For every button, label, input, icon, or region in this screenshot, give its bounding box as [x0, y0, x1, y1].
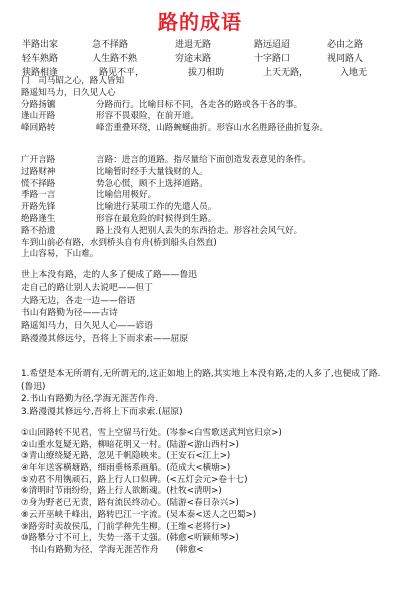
idiom-cell: 路见不平，: [99, 68, 145, 78]
idiom-term: 路遥知马力，日久见人心: [21, 87, 116, 98]
definition-line: [21, 214, 386, 226]
quote-line: 走自己的路让别人去说吧——但丁: [21, 282, 153, 293]
idiom-cell: 入地无: [340, 68, 368, 78]
idiom-cell: 狭路相逢: [22, 68, 59, 78]
quote-line: 路遥知马力，日久见人心——谚语: [21, 321, 153, 332]
idiom-definition: 分路而行。比喻目标不同，各走各的路或各干各的事。: [96, 99, 303, 110]
quotes-list: [21, 269, 386, 346]
idiom-definition: 比喻进行某项工作的先遣人员。: [96, 202, 217, 213]
idiom-cell: 半路出家: [22, 40, 59, 50]
note-item: 3.路漫漫其修远兮,吾将上下而求索.(屈原): [21, 406, 183, 417]
definition-line: [21, 167, 386, 179]
idiom-grid-row: [22, 52, 382, 66]
definition-line: [21, 123, 386, 135]
idiom-term: 上山容易，下山难。: [21, 249, 99, 260]
poem-line: ①山回路转不见君，雪上空留马行处。(岑参<白雪歌送武判官归京>): [21, 428, 282, 438]
definition-line: [21, 202, 386, 214]
idiom-cell: 穷途末路: [175, 54, 212, 64]
note-item: 2.书山有路勤为径,学海无涯苦作舟.: [21, 394, 159, 405]
idiom-term: 季路一言: [21, 190, 56, 201]
idiom-definition: 势急心慌，顾不上选择道路。: [96, 178, 208, 189]
idiom-term: 开路先锋: [21, 202, 56, 213]
idiom-grid: [22, 38, 382, 80]
idiom-term: 路不拾遗: [21, 225, 56, 236]
idiom-term: 分路扬镳: [21, 99, 56, 110]
poem-lines-list: [21, 428, 391, 557]
idiom-term: 慌不择路: [21, 178, 56, 189]
idiom-definition: 路上没有人把别人丢失的东西拾走。形容社会风气好。: [96, 225, 303, 236]
idiom-cell: 必由之路: [327, 40, 364, 50]
poem-line: ⑤劝君不用镌顽石，路上行人口似碑。(<五灯会元>卷十七): [21, 474, 248, 485]
definition-line: [21, 155, 386, 167]
idiom-cell: 上天无路，: [263, 68, 309, 78]
definition-line: [21, 249, 386, 261]
poem-line: ③青山缭绕疑无路，忽见千帆隐映来。(王安石<江上>): [21, 451, 231, 462]
idiom-term: 过路财神: [21, 166, 56, 177]
definition-line: [21, 111, 386, 123]
idiom-term: 车到山前必有路，水到桥头自有舟(桥到船头自然直): [21, 237, 217, 248]
definition-line: [21, 226, 386, 238]
idiom-term: 峰回路转: [21, 123, 56, 134]
idiom-definitions-1: [21, 76, 386, 135]
idiom-definition: 形容不畏艰险，在前开道。: [96, 111, 200, 122]
poem-line: ⑩路攀分寸不可上，失势一落千丈强。(韩愈<听颖师琴>): [21, 533, 239, 544]
idiom-term: 绝路逢生: [21, 213, 56, 224]
idiom-cell: 拔刀相助: [188, 68, 225, 78]
definition-line: [21, 190, 386, 202]
numbered-notes: [21, 368, 386, 418]
poem-line: ⑥清明时节雨纷纷，路上行人欲断魂。(杜牧<清明>): [21, 486, 222, 497]
idiom-definition: 形容在最危险的时候得到生路。: [96, 213, 217, 224]
definition-line: [21, 179, 386, 191]
idiom-definitions-2: [21, 155, 386, 261]
idiom-definition: 比喻暂时经手大量钱财的人。: [96, 166, 208, 177]
idiom-cell: 进退无路: [175, 40, 212, 50]
definition-line: [21, 238, 386, 250]
idiom-cell: 视同路人: [327, 54, 364, 64]
poem-line: 书山有路勤为径，学海无涯苦作舟 (韩愈<: [21, 544, 204, 555]
idiom-term: 逢山开路: [21, 111, 56, 122]
definition-line: [21, 88, 386, 100]
idiom-definition: 峰峦重叠环绕，山路蜿蜒曲折。形容山水名胜路径曲折复杂。: [96, 123, 329, 134]
definition-line: [21, 100, 386, 112]
idiom-cell: 十字路口: [254, 54, 291, 64]
quote-line: 世上本没有路，走的人多了便成了路——鲁迅: [21, 270, 197, 280]
idiom-cell: 急不择路: [92, 40, 129, 50]
idiom-cell: 轻车熟路: [22, 54, 59, 64]
definition-line: [21, 76, 386, 88]
poem-line: ⑦身为野老已无责，路有流民终动心。(陆游<春日杂兴>): [21, 498, 239, 509]
idiom-term: 门 司马昭之心，路人皆知: [21, 76, 125, 86]
quote-line: 书山有路勤为径——古诗: [21, 308, 118, 319]
page-title: 路的成语: [158, 10, 242, 34]
quote-line: 路漫漫其修远兮，吾将上下而求索——屈原: [21, 333, 189, 344]
idiom-grid-row: [22, 38, 382, 52]
idiom-cell: 路远迢迢: [254, 40, 291, 50]
quote-line: 大路无边，各走一边——俗语: [21, 295, 136, 306]
idiom-cell: 人生路不熟: [92, 54, 138, 64]
poem-line: ⑧云开巫峡千峰出，路转巴江一字流。(吴本泰<送人之巴蜀>): [21, 509, 257, 520]
poem-line: ②山重水复疑无路，柳暗花明又一村。(陆游<游山西村>): [21, 439, 239, 450]
idiom-definition: 言路：进言的道路。指尽量给下面创造发表意见的条件。: [96, 155, 311, 165]
note-item: 1.希望是本无所谓有,无所谓无的,这正如地上的路,其实地上本没有路,走的人多了,也便成了路.(鲁迅): [21, 369, 381, 392]
idiom-term: 广开言路: [21, 155, 56, 165]
poem-line: ⑨路旁时卖故侯瓜，门前学种先生柳。(王维<老将行>): [21, 521, 231, 532]
idiom-definition: 比喻信用极好。: [96, 190, 157, 201]
poem-line: ④年年送客横塘路，细雨垂杨系画船。(范成大<横塘>): [21, 463, 231, 474]
